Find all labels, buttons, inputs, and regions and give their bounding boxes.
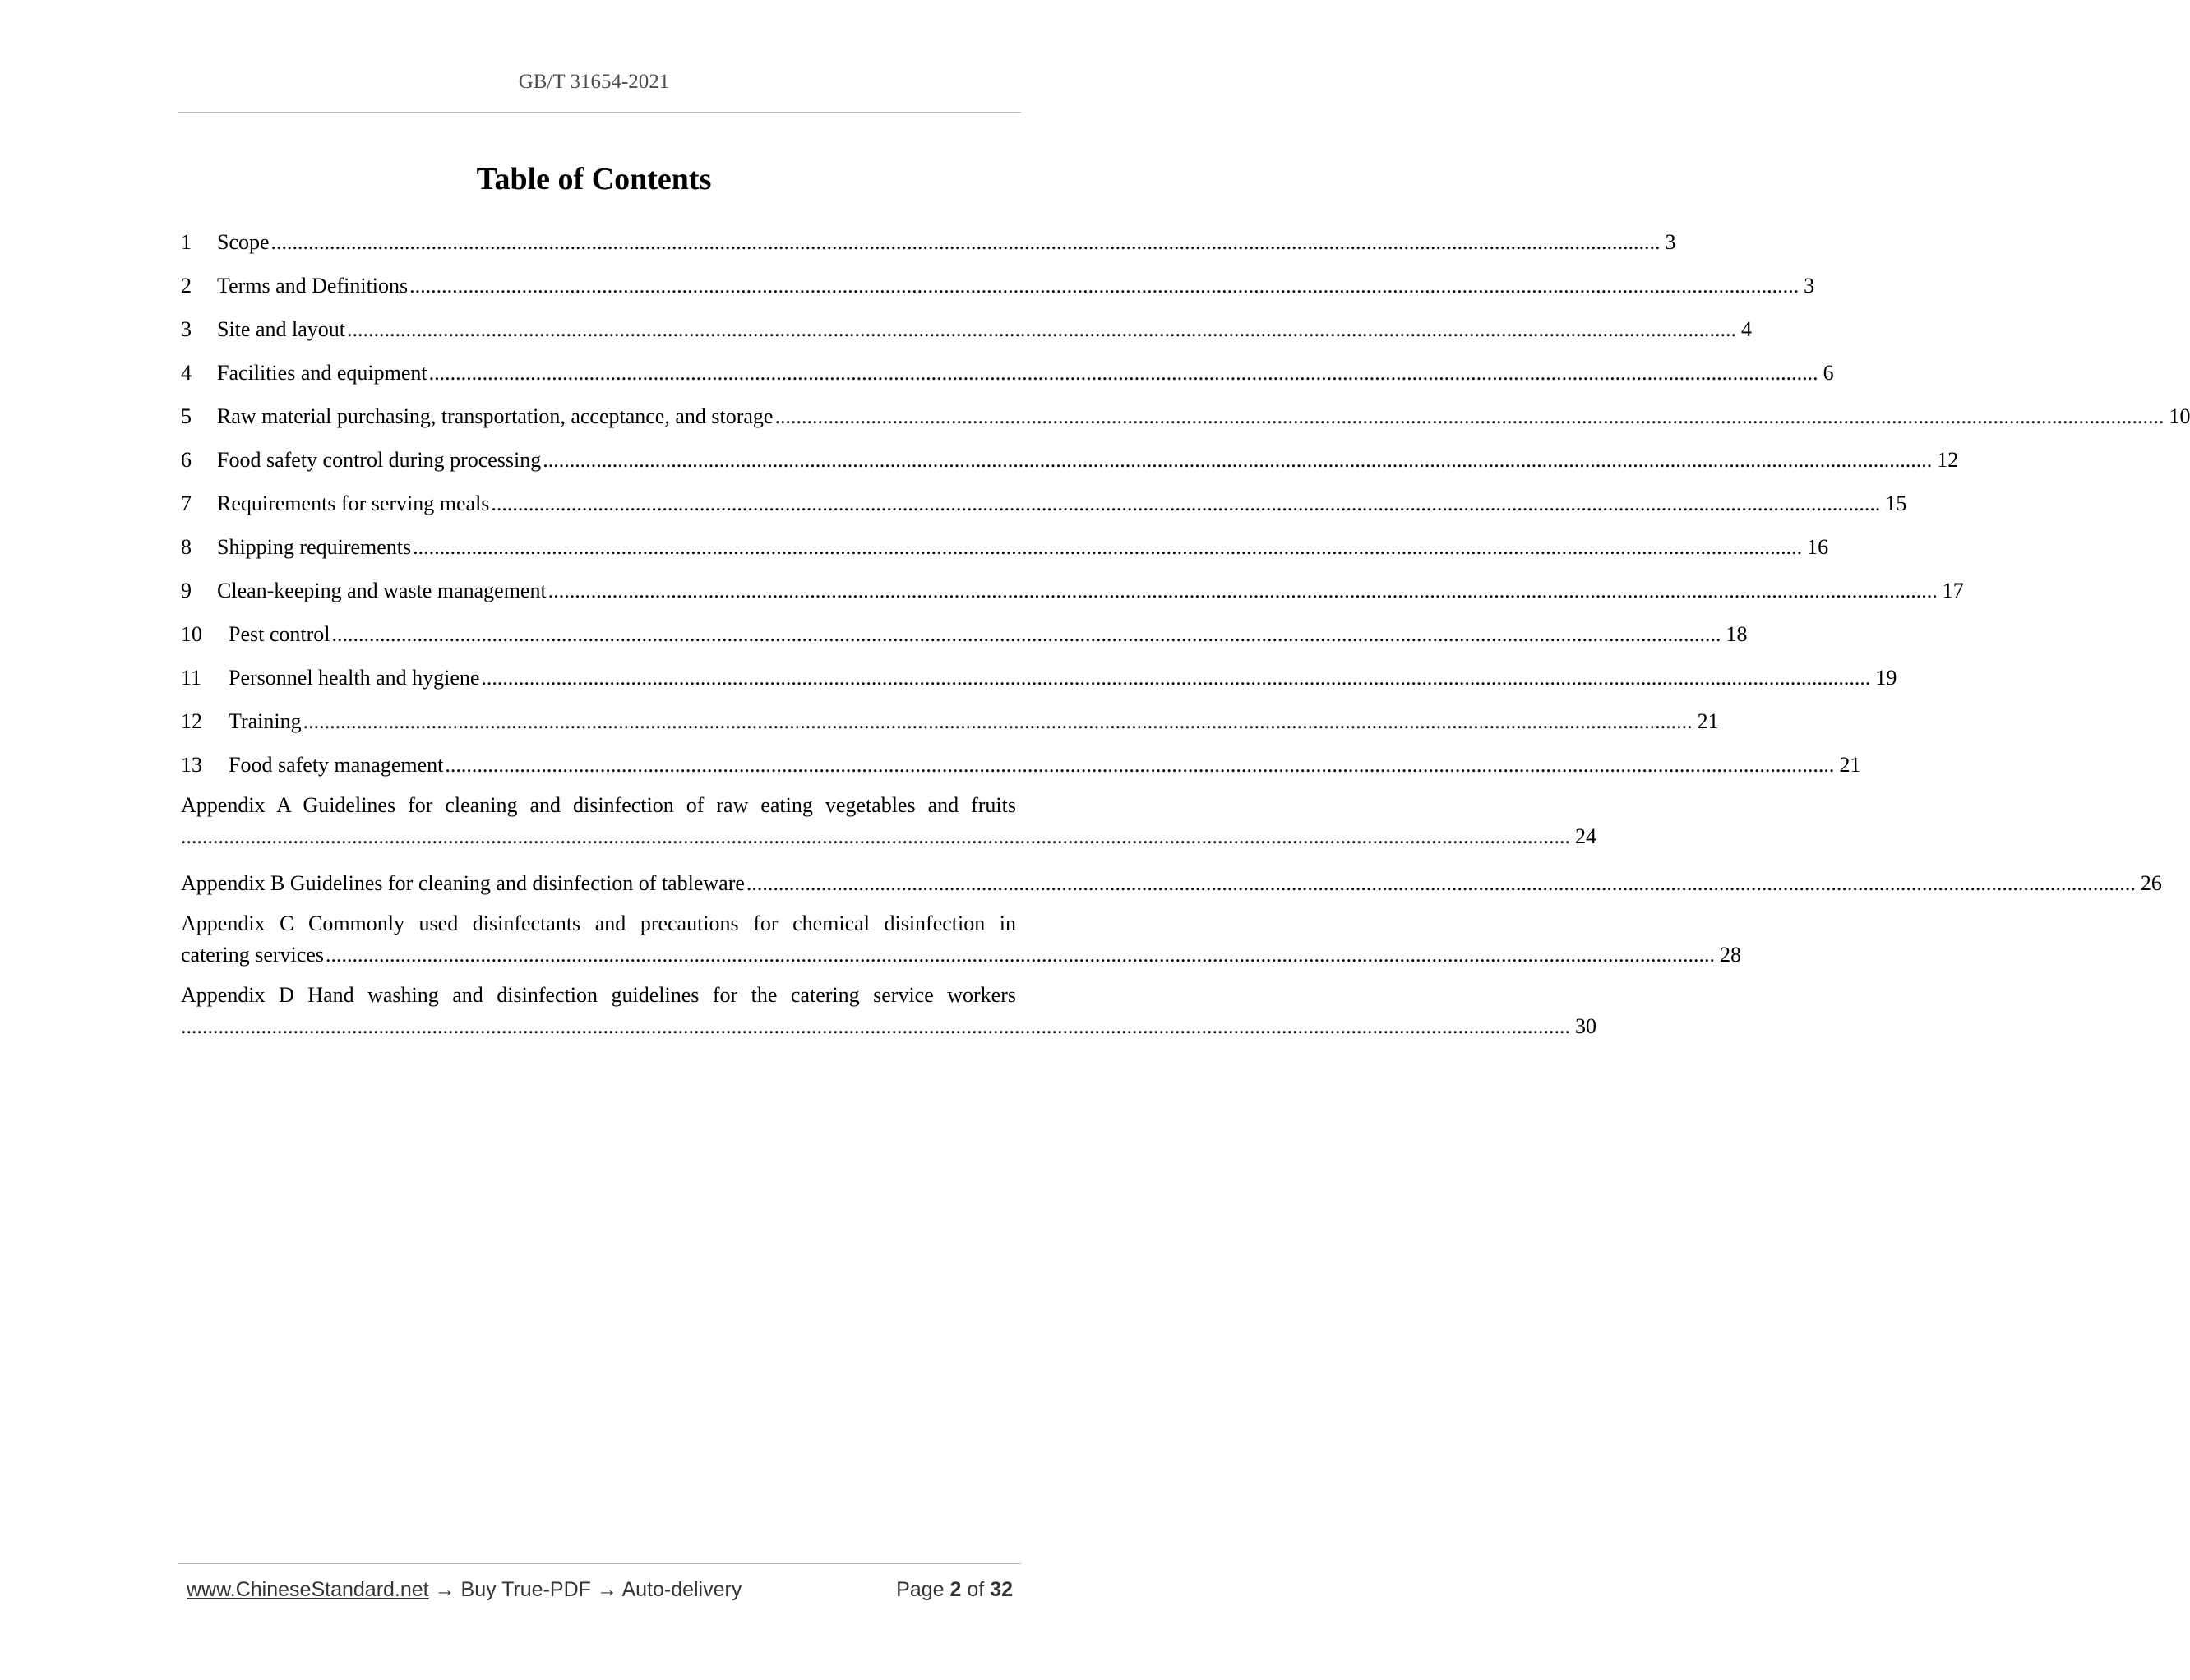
dot-leader: ....................................................................................................................................................................................................................................................................	[413, 535, 1803, 559]
toc-entry-title: Site and layout	[217, 317, 345, 341]
dot-leader: ....................................................................................................................................................................................................................................................................	[303, 709, 1693, 733]
page-number	[896, 1578, 1013, 1602]
toc-entry-number: 3	[181, 317, 192, 341]
toc-entry-page: 6	[1823, 361, 1834, 385]
toc-entry-8[interactable]	[181, 525, 1829, 569]
document-id-header: GB/T 31654-2021	[518, 71, 670, 93]
toc-entry-4[interactable]	[181, 351, 1834, 395]
toc-appendix-a[interactable]	[181, 790, 1596, 852]
toc-entry-number: 9	[181, 579, 192, 602]
dot-leader: ....................................................................................................................................................................................................................................................................	[346, 317, 1736, 341]
page-of-label: of	[967, 1578, 985, 1601]
toc-entry-3[interactable]	[181, 307, 1752, 351]
footer-divider	[178, 1563, 1021, 1564]
dot-leader: ....................................................................................................................................................................................................................................................................	[331, 622, 1721, 646]
toc-entry-title: Pest control	[229, 622, 330, 646]
buy-true-pdf-text: Buy True-PDF	[460, 1578, 591, 1601]
toc-entry-title: Clean-keeping and waste management	[217, 579, 547, 602]
toc-entry-number: 8	[181, 535, 192, 559]
toc-entry-number: 2	[181, 274, 192, 298]
footer-promo	[187, 1578, 742, 1602]
toc-entry-number: 13	[181, 753, 202, 777]
dot-leader: ....................................................................................................................................................................................................................................................................	[181, 824, 1570, 848]
toc-appendix-title: Appendix B Guidelines for cleaning and disinfection of tableware	[181, 871, 745, 895]
toc-entry-page: 19	[1875, 666, 1897, 690]
dot-leader: ....................................................................................................................................................................................................................................................................	[325, 943, 1715, 967]
toc-entry-1[interactable]	[181, 220, 1676, 264]
toc-entry-title: Food safety management	[229, 753, 444, 777]
toc-entry-7[interactable]	[181, 482, 1907, 525]
toc-entry-number: 5	[181, 404, 192, 428]
arrow-right-icon: →	[596, 1578, 617, 1601]
toc-appendix-b[interactable]	[181, 861, 2162, 905]
toc-entry-title: Food safety control during processing	[217, 448, 542, 472]
toc-entry-title: Facilities and equipment	[217, 361, 427, 385]
toc-appendix-title: Appendix A Guidelines for cleaning and disinfection of raw eating vegetables and fruits	[181, 793, 1016, 817]
header-divider	[178, 112, 1021, 113]
toc-appendix-page: 26	[2140, 871, 2162, 895]
auto-delivery-text: Auto-delivery	[621, 1578, 742, 1601]
toc-entry-number: 4	[181, 361, 192, 385]
toc-entry-12[interactable]	[181, 699, 1719, 743]
dot-leader: ....................................................................................................................................................................................................................................................................	[543, 448, 1933, 472]
toc-list	[181, 220, 2190, 1051]
toc-entry-page: 15	[1885, 492, 1907, 515]
page-current: 2	[949, 1578, 962, 1601]
toc-entry-11[interactable]	[181, 656, 1897, 699]
toc-entry-number: 6	[181, 448, 192, 472]
toc-entry-page: 16	[1807, 535, 1829, 559]
arrow-right-icon: →	[434, 1578, 455, 1601]
toc-appendix-title: Appendix C Commonly used disinfectants and precautions for chemical disinfection in	[181, 912, 1016, 935]
dot-leader: ....................................................................................................................................................................................................................................................................	[409, 274, 1800, 298]
toc-entry-page: 3	[1804, 274, 1815, 298]
toc-appendix-title-cont: catering services	[181, 943, 324, 967]
toc-appendix-page: 30	[1575, 1014, 1596, 1038]
dot-leader: ....................................................................................................................................................................................................................................................................	[774, 404, 2165, 428]
dot-leader: ....................................................................................................................................................................................................................................................................	[491, 492, 1881, 515]
toc-entry-number: 1	[181, 230, 192, 254]
toc-entry-title: Terms and Definitions	[217, 274, 409, 298]
dot-leader: ....................................................................................................................................................................................................................................................................	[428, 361, 1818, 385]
toc-entry-page: 12	[1937, 448, 1959, 472]
toc-heading: Table of Contents	[476, 162, 712, 196]
toc-entry-title: Training	[229, 709, 302, 733]
toc-entry-number: 11	[181, 666, 202, 690]
toc-entry-page: 18	[1726, 622, 1748, 646]
toc-entry-page: 10	[2169, 404, 2190, 428]
toc-entry-page: 3	[1665, 230, 1676, 254]
toc-entry-2[interactable]	[181, 264, 1815, 307]
toc-appendix-page: 24	[1575, 824, 1596, 848]
toc-entry-title: Personnel health and hygiene	[229, 666, 480, 690]
toc-appendix-d[interactable]	[181, 980, 1596, 1042]
dot-leader: ....................................................................................................................................................................................................................................................................	[181, 1014, 1570, 1038]
toc-entry-13[interactable]	[181, 743, 1861, 787]
toc-entry-number: 10	[181, 622, 202, 646]
website-link[interactable]: www.ChineseStandard.net	[187, 1578, 429, 1601]
toc-entry-number: 12	[181, 709, 202, 733]
toc-entry-page: 17	[1942, 579, 1964, 602]
toc-entry-number: 7	[181, 492, 192, 515]
dot-leader: ....................................................................................................................................................................................................................................................................	[548, 579, 1938, 602]
toc-appendix-page: 28	[1719, 943, 1741, 967]
page-label: Page	[896, 1578, 945, 1601]
toc-entry-title: Raw material purchasing, transportation, acceptance, and storage	[217, 404, 774, 428]
dot-leader: ....................................................................................................................................................................................................................................................................	[746, 871, 2136, 895]
toc-entry-page: 4	[1740, 317, 1752, 341]
toc-appendix-c[interactable]	[181, 908, 1741, 971]
page-footer	[187, 1578, 1013, 1611]
toc-entry-title: Shipping requirements	[217, 535, 412, 559]
toc-entry-5[interactable]	[181, 395, 2190, 438]
dot-leader: ....................................................................................................................................................................................................................................................................	[445, 753, 1835, 777]
toc-entry-title: Scope	[217, 230, 270, 254]
toc-entry-page: 21	[1839, 753, 1861, 777]
toc-entry-page: 21	[1697, 709, 1719, 733]
toc-entry-9[interactable]	[181, 569, 1964, 612]
toc-entry-title: Requirements for serving meals	[217, 492, 490, 515]
toc-entry-6[interactable]	[181, 438, 1959, 482]
toc-entry-10[interactable]	[181, 612, 1748, 656]
toc-appendix-title: Appendix D Hand washing and disinfection guidelines for the catering service workers	[181, 983, 1016, 1007]
dot-leader: ....................................................................................................................................................................................................................................................................	[481, 666, 1871, 690]
dot-leader: ....................................................................................................................................................................................................................................................................	[270, 230, 1661, 254]
page-total: 32	[990, 1578, 1013, 1601]
